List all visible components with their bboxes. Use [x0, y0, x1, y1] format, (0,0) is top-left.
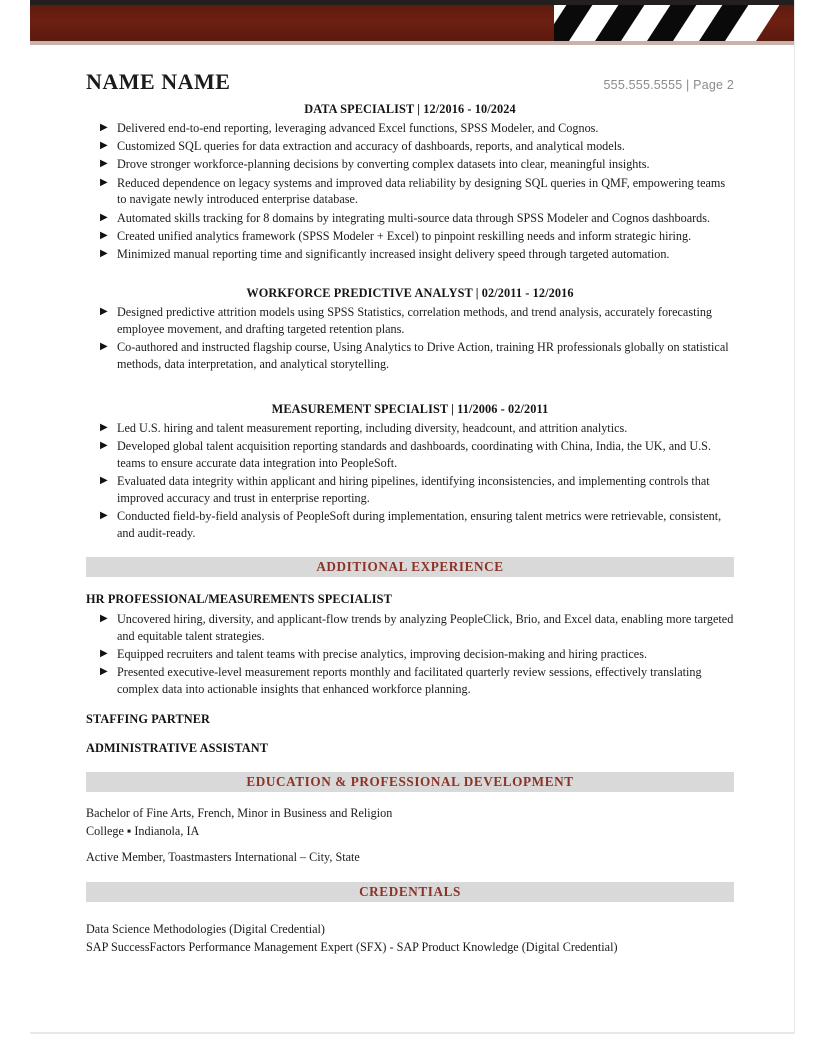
education-degree: Bachelor of Fine Arts, French, Minor in Business and Religion — [86, 806, 393, 821]
bullet-text: Delivered end-to-end reporting, leveraging advanced Excel functions, SPSS Modeler, and Cognos. — [117, 121, 599, 135]
bullet-text: Led U.S. hiring and talent measurement reporting, including diversity, headcount, and attrition analytics. — [117, 420, 628, 435]
banner-bottom-rule — [30, 41, 794, 45]
section-title: CREDENTIALS — [359, 884, 461, 900]
triangle-bullet-icon: ▶ — [100, 176, 108, 188]
list-item — [86, 120, 734, 137]
bullet-text: Equipped recruiters and talent teams with precise analytics, improving decision-making and hiring practices. — [117, 647, 647, 662]
list-item — [86, 228, 734, 245]
triangle-bullet-icon: ▶ — [100, 158, 108, 170]
list-item — [86, 138, 734, 155]
bullet-text: Created unified analytics framework (SPSS Modeler + Excel) to pinpoint reskilling needs and inform strategic hiring. — [117, 228, 692, 243]
credential-item: SAP SuccessFactors Performance Management Expert (SFX) - SAP Product Knowledge (Digital Credential) — [86, 939, 618, 954]
triangle-bullet-icon: ▶ — [100, 140, 108, 152]
bullet-text: Reduced dependence on legacy systems and improved data reliability by designing SQL queries in QMF, empowering teams to navigate newly introduced enterprise database. — [117, 175, 726, 207]
triangle-bullet-icon: ▶ — [100, 421, 108, 433]
job-bullets-1 — [86, 304, 734, 372]
list-item — [86, 646, 734, 663]
section-header-additional-experience — [86, 557, 734, 577]
job-bullets-0 — [86, 120, 734, 263]
triangle-bullet-icon: ▶ — [100, 666, 108, 678]
resume-page — [30, 0, 795, 1032]
bullet-text: Drove stronger workforce-planning decisions by converting complex datasets into clear, meaningful insights. — [117, 157, 650, 172]
additional-role-title: HR PROFESSIONAL/MEASUREMENTS SPECIALIST — [86, 592, 392, 607]
list-item — [86, 156, 734, 173]
job-title-1: WORKFORCE PREDICTIVE ANALYST | 02/2011 - 12/2016 — [246, 286, 574, 301]
page-bottom-divider — [30, 1032, 795, 1034]
header-contact-info: 555.555.5555 | Page 2 — [603, 77, 734, 92]
section-title: ADDITIONAL EXPERIENCE — [316, 559, 504, 575]
triangle-bullet-icon: ▶ — [100, 475, 108, 487]
header-name-row — [30, 55, 794, 93]
triangle-bullet-icon: ▶ — [100, 247, 108, 259]
resume-content — [30, 102, 794, 956]
education-membership: Active Member, Toastmasters International – City, State — [86, 850, 360, 865]
triangle-bullet-icon: ▶ — [100, 509, 108, 521]
list-item — [86, 611, 734, 644]
list-item — [86, 304, 734, 337]
triangle-bullet-icon: ▶ — [100, 613, 108, 625]
bullet-text: Minimized manual reporting time and significantly increased insight delivery speed through targeted automation. — [117, 246, 670, 261]
bullet-text: Co-authored and instructed flagship course, Using Analytics to Drive Action, training HR professionals globally on statistical methods, data interpretation, and analytical storytelling. — [117, 340, 729, 371]
list-item — [86, 664, 734, 697]
bullet-text: Developed global talent acquisition reporting standards and dashboards, coordinating with China, India, the UK, and U.S. teams to ensure accurate data integration into PeopleSoft. — [117, 439, 712, 470]
credential-item: Data Science Methodologies (Digital Credential) — [86, 922, 325, 937]
list-item — [86, 420, 734, 437]
triangle-bullet-icon: ▶ — [100, 306, 108, 318]
list-item — [86, 210, 734, 227]
bullet-text: Designed predictive attrition models using SPSS Statistics, correlation methods, and trend analysis, accurately forecasting employee movement, and drafting targeted retention plans. — [117, 305, 713, 336]
page-title: NAME NAME — [86, 69, 231, 94]
list-item — [86, 246, 734, 263]
job-title-0: DATA SPECIALIST | 12/2016 - 10/2024 — [304, 102, 516, 116]
banner-top-rule — [30, 0, 794, 5]
triangle-bullet-icon: ▶ — [100, 211, 108, 223]
bullet-text: Presented executive-level measurement reports monthly and facilitated quarterly review sessions, effectively translating complex data into actionable insights that enhanced workforce planning. — [117, 665, 702, 697]
bullet-text: Conducted field-by-field analysis of PeopleSoft during implementation, ensuring talent metrics were retrievable, consistent, and audit-ready. — [117, 508, 722, 540]
section-header-credentials — [86, 882, 734, 902]
job-bullets-2 — [86, 420, 734, 541]
additional-role-staffing-partner: STAFFING PARTNER — [86, 712, 211, 727]
section-title: EDUCATION & PROFESSIONAL DEVELOPMENT — [246, 774, 574, 790]
job-title-2: MEASUREMENT SPECIALIST | 11/2006 - 02/2011 — [271, 401, 549, 416]
triangle-bullet-icon: ▶ — [100, 229, 108, 241]
triangle-bullet-icon: ▶ — [100, 648, 108, 660]
education-school: College ▪ Indianola, IA — [86, 823, 200, 838]
triangle-bullet-icon: ▶ — [100, 122, 108, 133]
banner-diagonal-stripes — [554, 0, 794, 45]
additional-experience-bullets — [86, 611, 734, 698]
list-item — [86, 339, 734, 372]
list-item — [86, 175, 734, 208]
bullet-text: Customized SQL queries for data extraction and accuracy of dashboards, reports, and analytical models. — [117, 139, 625, 154]
list-item — [86, 508, 734, 541]
section-header-education — [86, 772, 734, 792]
bullet-text: Automated skills tracking for 8 domains by integrating multi-source data through SPSS Modeler and Cognos dashboards. — [117, 210, 711, 225]
additional-role-administrative-assistant: ADMINISTRATIVE ASSISTANT — [86, 741, 269, 756]
header-banner — [30, 0, 794, 45]
triangle-bullet-icon: ▶ — [100, 341, 108, 353]
triangle-bullet-icon: ▶ — [100, 440, 108, 452]
bullet-text: Evaluated data integrity within applicant and hiring pipelines, identifying inconsistencies, and implementing controls that improved accuracy and trust in enterprise reporting. — [117, 474, 710, 505]
bullet-text: Uncovered hiring, diversity, and applicant-flow trends by analyzing PeopleClick, Brio, and Excel data, enabling more targeted and equitable talent strategies. — [117, 612, 734, 644]
list-item — [86, 438, 734, 471]
list-item — [86, 473, 734, 506]
